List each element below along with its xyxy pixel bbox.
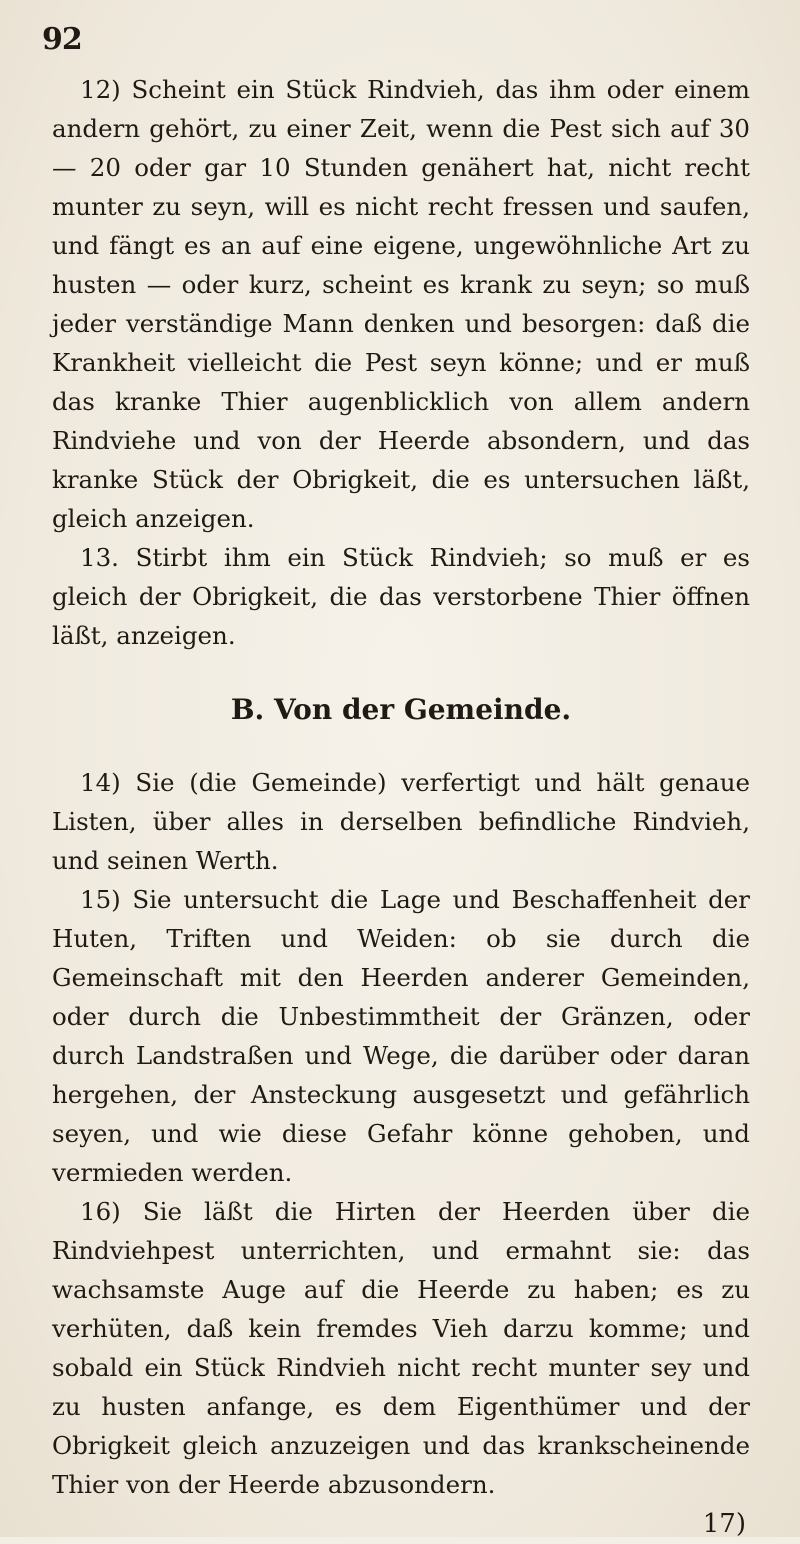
- paragraph-12: 12) Scheint ein Stück Rindvieh, das ihm oder einem andern gehört, zu einer Zeit, wenn die Pest sich auf 30 — 20 oder gar 10 Stunden genähert hat, nicht recht munter zu seyn, will es nicht recht fressen und saufen, und fängt es an auf eine eigene, ungewöhnliche Art zu husten — oder kurz, scheint es krank zu seyn; so muß jeder verständige Mann denken und besorgen: daß die Krankheit vielleicht die Pest seyn könne; und er muß das kranke Thier augenblicklich von allem andern Rindviehe und von der Heerde absondern, und das kranke Stück der Obrigkeit, die es untersuchen läßt, gleich anzeigen.: [52, 75, 750, 533]
- section-heading: B. Von der Gemeinde.: [230, 693, 572, 726]
- paragraph-16: 16) Sie läßt die Hirten der Heerden über die Rindviehpest unterrichten, und ermahnt sie: das wachsamste Auge auf die Heerde zu haben; es zu verhüten, daß kein fremdes Vieh darzu komme; und sobald ein Stück Rindvieh nicht recht munter sey und zu husten anfange, es dem Eigenthümer und der Obrigkeit gleich anzuzeigen und das krankscheinende Thier von der Heerde abzusondern.: [52, 1197, 750, 1499]
- catchword: 17): [702, 1509, 746, 1539]
- paragraph-14: 14) Sie (die Gemeinde) verfertigt und hält genaue Listen, über alles in derselben befindliche Rindvieh, und seinen Werth.: [52, 768, 750, 875]
- paragraph-15: 15) Sie untersucht die Lage und Beschaffenheit der Huten, Triften und Weiden: ob sie durch die Gemeinschaft mit den Heerden anderer Gemeinden, oder durch die Unbestimmtheit der Gränzen, oder durch Landstraßen und Wege, die darüber oder daran hergehen, der Ansteckung ausgesetzt und gefährlich seyen, und wie diese Gefahr könne gehoben, und vermieden werden.: [52, 885, 750, 1187]
- page-number: 92: [42, 22, 82, 57]
- paragraph-13: 13. Stirbt ihm ein Stück Rindvieh; so muß er es gleich der Obrigkeit, die das verstorbene Thier öffnen läßt, anzeigen.: [52, 543, 750, 650]
